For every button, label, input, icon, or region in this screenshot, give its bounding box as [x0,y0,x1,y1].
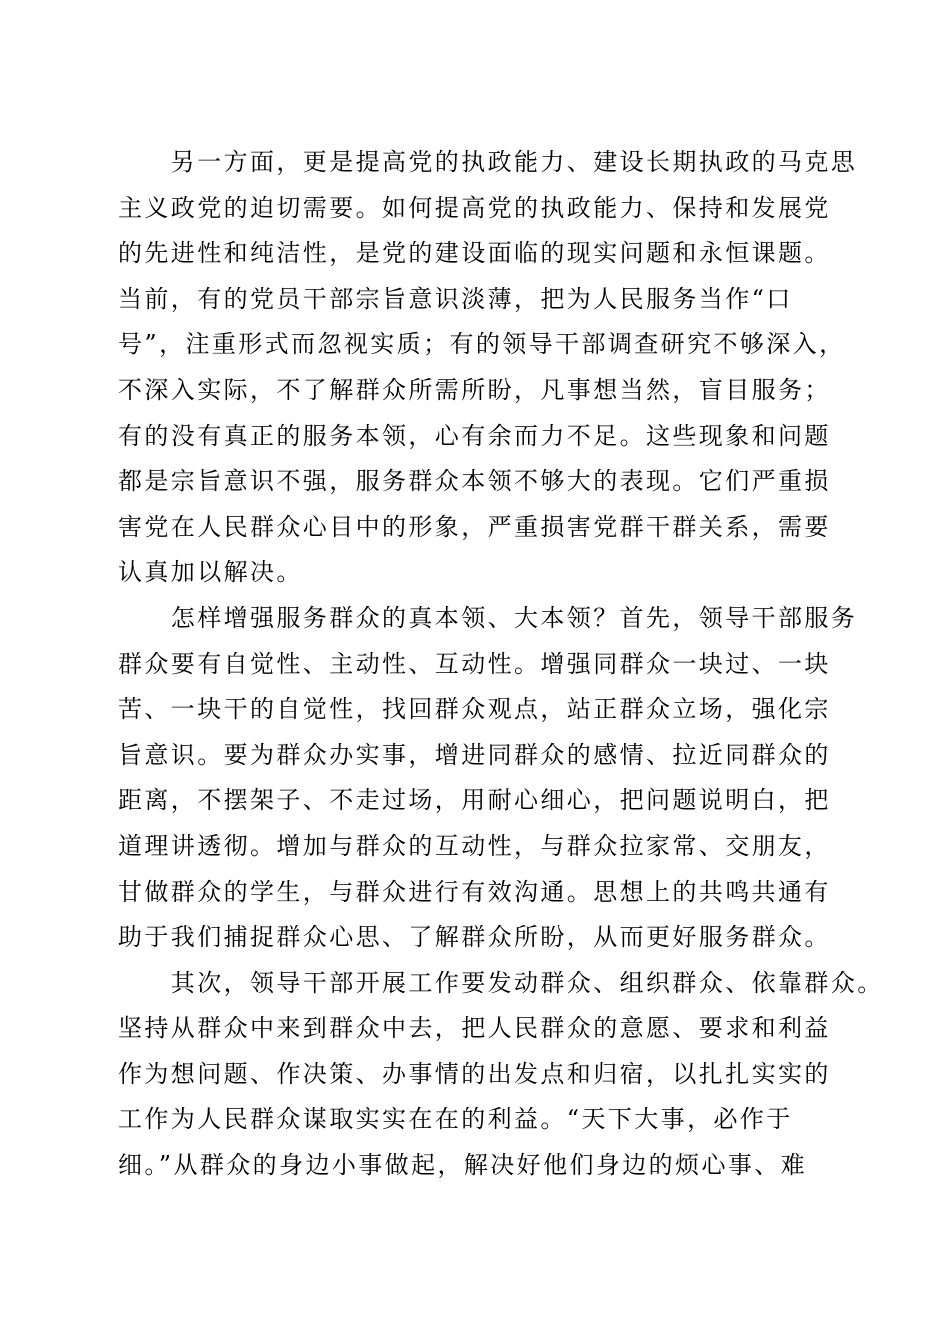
text-line: 助于我们捕捉群众心思、了解群众所盼，从而更好服务群众。 [118,923,831,952]
text-line: 号”，注重形式而忽视实质；有的领导干部调查研究不够深入， [118,330,846,359]
text-line: 另一方面，更是提高党的执政能力、建设长期执政的马克思 [118,148,858,176]
text-line: 当前，有的党员干部宗旨意识淡薄，把为人民服务当作“口 [118,284,793,313]
text-line: 害党在人民群众心目中的形象，严重损害党群干群关系，需要 [118,512,831,541]
text-line: 道理讲透彻。增加与群众的互动性，与群众拉家常、交朋友， [118,831,831,860]
text-line: 其次，领导干部开展工作要发动群众、组织群众、依靠群众。 [118,968,884,997]
text-line: 群众要有自觉性、主动性、互动性。增强同群众一块过、一块 [118,649,831,678]
text-line: 细。”从群众的身边小事做起，解决好他们身边的烦心事、难 [118,1151,808,1180]
text-line: 甘做群众的学生，与群众进行有效沟通。思想上的共鸣共通有 [118,877,831,906]
body-text [118,140,884,1189]
text-line: 都是宗旨意识不强，服务群众本领不够大的表现。它们严重损 [118,467,831,496]
text-line: 旨意识。要为群众办实事，增进同群众的感情、拉近同群众的 [118,740,831,769]
text-line: 的先进性和纯洁性，是党的建设面临的现实问题和永恒课题。 [118,239,831,268]
text-line: 认真加以解决。 [118,558,303,587]
text-line: 主义政党的迫切需要。如何提高党的执政能力、保持和发展党 [118,193,831,222]
text-line: 坚持从群众中来到群众中去，把人民群众的意愿、要求和利益 [118,1014,831,1043]
text-line: 距离，不摆架子、不走过场，用耐心细心，把问题说明白，把 [118,786,831,815]
text-line: 怎样增强服务群众的真本领、大本领？首先，领导干部服务 [118,603,858,632]
text-line: 有的没有真正的服务本领，心有余而力不足。这些现象和问题 [118,421,831,450]
text-line: 作为想问题、作决策、办事情的出发点和归宿，以扎扎实实的 [118,1059,831,1088]
text-line: 工作为人民群众谋取实实在在的利益。“天下大事，必作于 [118,1105,793,1134]
text-line: 苦、一块干的自觉性，找回群众观点，站正群众立场，强化宗 [118,695,831,724]
text-line: 不深入实际，不了解群众所需所盼，凡事想当然，盲目服务； [118,375,831,404]
